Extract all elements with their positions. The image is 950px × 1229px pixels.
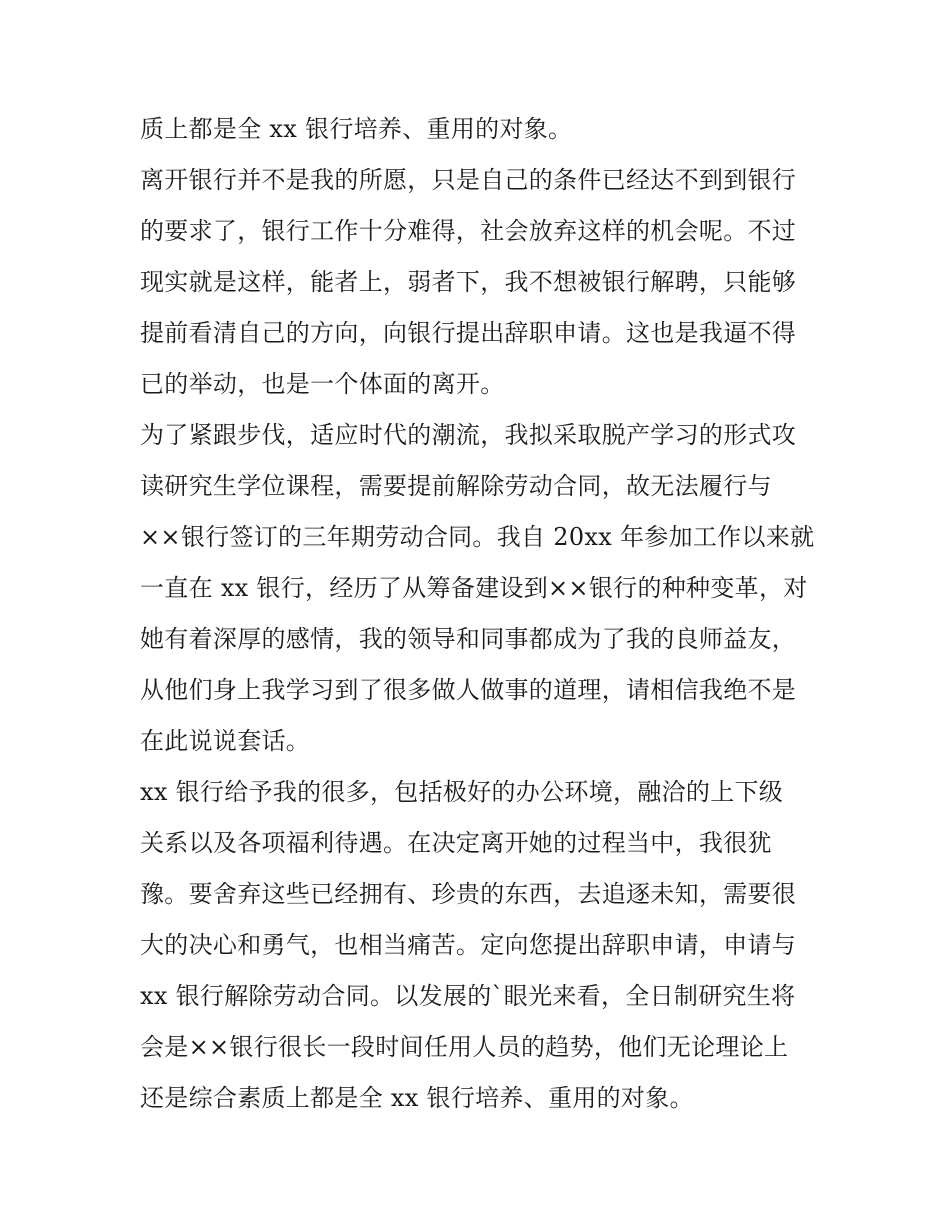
text-line: 关系以及各项福利待遇。在决定离开她的过程当中，我很犹: [140, 829, 772, 857]
text-line: 的要求了，银行工作十分难得，社会放弃这样的机会呢。不过: [140, 217, 797, 245]
text-line: 离开银行并不是我的所愿，只是自己的条件已经达不到到银行: [140, 166, 797, 194]
text-line: 提前看清自己的方向，向银行提出辞职申请。这也是我逼不得: [140, 319, 797, 347]
text-line: 会是××银行很长一段时间任用人员的趋势，他们无论理论上: [140, 1033, 789, 1061]
text-line: 大的决心和勇气，也相当痛苦。定向您提出辞职申请，申请与: [140, 931, 797, 959]
text-line: 已的举动，也是一个体面的离开。: [140, 370, 505, 398]
text-line: 在此说说套话。: [140, 727, 311, 755]
text-line: 为了紧跟步伐，适应时代的潮流，我拟采取脱产学习的形式攻: [140, 421, 797, 449]
text-line: 一直在 xx 银行，经历了从筹备建设到××银行的种种变革，对: [140, 574, 808, 602]
text-line: ××银行签订的三年期劳动合同。我自 20xx 年参加工作以来就: [140, 523, 815, 551]
text-line: xx 银行解除劳动合同。以发展的`眼光来看，全日制研究生将: [140, 982, 796, 1010]
text-line: 豫。要舍弃这些已经拥有、珍贵的东西，去追逐未知，需要很: [140, 880, 797, 908]
text-line: 现实就是这样，能者上，弱者下，我不想被银行解聘，只能够: [140, 268, 797, 296]
text-line: 质上都是全 xx 银行培养、重用的对象。: [140, 115, 573, 143]
text-line: 从他们身上我学习到了很多做人做事的道理，请相信我绝不是: [140, 676, 797, 704]
document-body: [140, 104, 820, 1124]
text-line: 她有着深厚的感情，我的领导和同事都成为了我的良师益友，: [140, 625, 797, 653]
text-line: 读研究生学位课程，需要提前解除劳动合同，故无法履行与: [140, 472, 772, 500]
text-line: 还是综合素质上都是全 xx 银行培养、重用的对象。: [140, 1084, 694, 1112]
text-line: xx 银行给予我的很多，包括极好的办公环境，融洽的上下级: [140, 778, 784, 806]
